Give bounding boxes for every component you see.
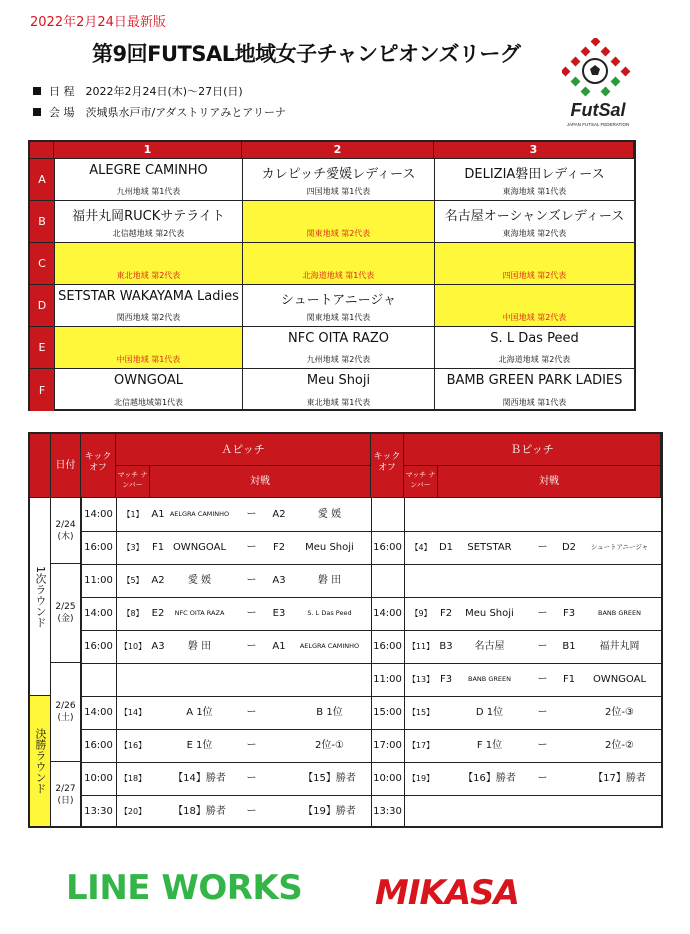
group-cell bbox=[242, 200, 434, 242]
team1-name: Meu Shoji bbox=[465, 608, 514, 619]
group-cell bbox=[54, 368, 242, 411]
kickoff-time: 10:00 bbox=[84, 773, 113, 784]
kickoff-time: 16:00 bbox=[84, 641, 113, 652]
match-number: 【8】 bbox=[122, 609, 144, 618]
team-region: 北海道地域 第1代表 bbox=[302, 271, 375, 280]
team2-name: 2位-③ bbox=[605, 707, 634, 718]
vs-dash: ー bbox=[537, 542, 548, 553]
group-cell bbox=[434, 326, 634, 368]
team1-group: F1 bbox=[151, 542, 165, 553]
b-matchno-header: マッチ ナンバー bbox=[404, 466, 438, 498]
team-region: 九州地域 第2代表 bbox=[306, 355, 371, 364]
team-name: SETSTAR WAKAYAMA Ladies bbox=[58, 289, 239, 304]
vs-dash: ー bbox=[537, 674, 548, 685]
team-region: 東海地域 第2代表 bbox=[502, 229, 567, 238]
match-number: 【13】 bbox=[407, 675, 435, 684]
futsal-diamond-icon bbox=[562, 38, 634, 132]
team-name: Meu Shoji bbox=[306, 373, 371, 388]
team2-name: 福井丸岡 bbox=[599, 641, 640, 652]
team1-group: B3 bbox=[439, 641, 453, 652]
team2-name: AELGRA CAMINHO bbox=[299, 642, 360, 650]
vs-dash: ー bbox=[246, 641, 257, 652]
match-number: 【10】 bbox=[119, 642, 147, 651]
page-title: 第9回FUTSAL地域女子チャンピオンズリーグ bbox=[92, 42, 521, 66]
match-number: 【17】 bbox=[407, 741, 435, 750]
team2-group: F3 bbox=[562, 608, 576, 619]
kickoff-time: 16:00 bbox=[84, 542, 113, 553]
team2-group: F2 bbox=[272, 542, 286, 553]
schedule-info bbox=[33, 83, 243, 99]
match-number: 【18】 bbox=[119, 774, 147, 783]
team-region: 関西地域 第1代表 bbox=[502, 398, 567, 407]
group-cell bbox=[242, 326, 434, 368]
team1-name: E 1位 bbox=[186, 740, 213, 751]
group-row-label: F bbox=[30, 368, 54, 411]
team1-group: F2 bbox=[439, 608, 453, 619]
vs-dash: ー bbox=[246, 608, 257, 619]
team-region: 九州地域 第1代表 bbox=[116, 187, 181, 196]
team2-name: B 1位 bbox=[316, 707, 343, 718]
team2-group: E3 bbox=[272, 608, 286, 619]
team1-name: NFC OITA RAZA bbox=[174, 609, 225, 617]
date-cell: 2/26 (土) bbox=[51, 663, 81, 762]
b-vs-header: 対戦 bbox=[438, 466, 661, 498]
team-region: 北海道地域 第2代表 bbox=[498, 355, 571, 364]
kickoff-time: 14:00 bbox=[84, 509, 113, 520]
team-name: 名古屋オーシャンズレディース bbox=[444, 209, 625, 224]
team-name: シュートアニージャ bbox=[280, 293, 397, 308]
team-name: BAMB GREEN PARK LADIES bbox=[446, 373, 623, 388]
team-region: 関東地域 第1代表 bbox=[306, 313, 371, 322]
team-region: 関西地域 第2代表 bbox=[116, 313, 181, 322]
kickoff-time: 17:00 bbox=[373, 740, 402, 751]
team-region: 東北地域 第2代表 bbox=[116, 271, 181, 280]
vs-dash: ー bbox=[537, 740, 548, 751]
date-cell: 2/24 (木) bbox=[51, 498, 81, 564]
team2-name: OWNGOAL bbox=[592, 674, 647, 685]
group-cell bbox=[54, 242, 242, 284]
team1-name: F 1位 bbox=[476, 740, 503, 751]
team2-group: A1 bbox=[272, 641, 286, 652]
team1-group: A2 bbox=[151, 575, 165, 586]
match-number: 【3】 bbox=[122, 543, 144, 552]
team2-name: BANB GREEN bbox=[598, 609, 641, 617]
group-cell bbox=[434, 242, 634, 284]
team-name: DELIZIA磐田レディース bbox=[464, 167, 605, 182]
futsal-logo bbox=[562, 38, 634, 132]
team2-name: 【15】勝者 bbox=[303, 773, 356, 784]
group-column-header: 3 bbox=[434, 142, 634, 158]
match-number: 【14】 bbox=[119, 708, 147, 717]
match-number bbox=[404, 795, 438, 828]
team-region: 関東地域 第2代表 bbox=[306, 229, 371, 238]
group-cell bbox=[242, 158, 434, 200]
match-number: 【4】 bbox=[410, 543, 432, 552]
team-name: ALEGRE CAMINHO bbox=[89, 163, 208, 178]
team1-group: A3 bbox=[151, 641, 165, 652]
team2-name: 【19】勝者 bbox=[303, 806, 356, 817]
group-cell bbox=[54, 158, 242, 200]
vs-dash: ー bbox=[537, 641, 548, 652]
match-number: 【5】 bbox=[122, 576, 144, 585]
group-table bbox=[28, 140, 636, 411]
team2-name: S. L Das Peed bbox=[307, 609, 352, 617]
team1-group: D1 bbox=[438, 542, 454, 553]
vs-dash: ー bbox=[537, 608, 548, 619]
group-row-label: A bbox=[30, 158, 54, 200]
team2-name bbox=[578, 795, 661, 828]
vs-dash: ー bbox=[246, 707, 257, 718]
group-cell bbox=[242, 284, 434, 326]
kickoff-time: 14:00 bbox=[84, 707, 113, 718]
team2-name: 【17】勝者 bbox=[593, 773, 646, 784]
team-region: 北信越地域第1代表 bbox=[113, 398, 184, 407]
group-row-label: D bbox=[30, 284, 54, 326]
team-region: 東海地域 第1代表 bbox=[502, 187, 567, 196]
date-cell: 2/27 (日) bbox=[51, 762, 81, 828]
team2-name: シュートアニージャ bbox=[590, 543, 649, 551]
kickoff-header: キック オフ bbox=[81, 434, 116, 498]
kickoff-time: 16:00 bbox=[373, 641, 402, 652]
group-corner bbox=[30, 142, 54, 158]
team1-group: A1 bbox=[151, 509, 165, 520]
team-region: 中国地域 第2代表 bbox=[502, 313, 567, 322]
date-cell: 2/25 (金) bbox=[51, 564, 81, 663]
a-matchno-header: マッチ ナンバー bbox=[116, 466, 150, 498]
match-number: 【11】 bbox=[407, 642, 435, 651]
team1-name: 【14】勝者 bbox=[173, 773, 226, 784]
group-row-label: C bbox=[30, 242, 54, 284]
group-cell bbox=[54, 284, 242, 326]
group-column-header: 2 bbox=[242, 142, 434, 158]
a-vs-header: 対戦 bbox=[150, 466, 371, 498]
square-bullet-icon bbox=[33, 108, 41, 116]
schedule-label: 日 程 bbox=[49, 85, 75, 98]
svg-text:FutSal: FutSal bbox=[570, 100, 626, 120]
line-works-logo: LINE WORKS bbox=[66, 868, 303, 908]
team1-name: OWNGOAL bbox=[172, 542, 227, 553]
team2-name: 2位-① bbox=[315, 740, 344, 751]
group-cell bbox=[434, 284, 634, 326]
team1-name: 【18】勝者 bbox=[173, 806, 226, 817]
final-round-label: 決勝ラウンド bbox=[30, 695, 51, 826]
svg-text:JAPAN FUTSAL FEDERATION: JAPAN FUTSAL FEDERATION bbox=[566, 122, 630, 127]
mikasa-logo: MIKASA bbox=[375, 873, 519, 913]
update-note: 2022年2月24日最新版 bbox=[30, 15, 166, 30]
group-cell bbox=[242, 368, 434, 411]
venue-info bbox=[33, 104, 286, 120]
group-cell bbox=[434, 200, 634, 242]
team-region: 四国地域 第2代表 bbox=[502, 271, 567, 280]
vs-dash: ー bbox=[246, 542, 257, 553]
team1-name: AELGRA CAMINHO bbox=[169, 510, 230, 518]
team-name: 福井丸岡RUCKサテライト bbox=[72, 209, 225, 224]
team1-name: BANB GREEN bbox=[468, 675, 511, 683]
group-cell bbox=[242, 242, 434, 284]
vs-dash bbox=[525, 795, 560, 828]
team1-name bbox=[454, 795, 525, 828]
team-region: 中国地域 第1代表 bbox=[116, 355, 181, 364]
team-region: 北信越地域 第2代表 bbox=[112, 229, 185, 238]
team1-name: 【16】勝者 bbox=[463, 773, 516, 784]
team1-name: 愛 媛 bbox=[187, 575, 212, 586]
match-number: 【9】 bbox=[410, 609, 432, 618]
kickoff-time: 16:00 bbox=[373, 542, 402, 553]
date-header: 日付 bbox=[51, 434, 81, 498]
round1-label: 1次ラウンド bbox=[30, 498, 51, 695]
team2-group: A2 bbox=[272, 509, 286, 520]
team2-name: 愛 媛 bbox=[317, 509, 342, 520]
team2-group: B1 bbox=[562, 641, 576, 652]
group-cell bbox=[434, 158, 634, 200]
vs-dash: ー bbox=[246, 575, 257, 586]
vs-dash: ー bbox=[246, 509, 257, 520]
corner-header bbox=[30, 434, 51, 498]
team-name: カレピッチ愛媛レディース bbox=[261, 167, 416, 182]
team-name: OWNGOAL bbox=[113, 373, 184, 388]
team1-group: E2 bbox=[151, 608, 165, 619]
schedule-table bbox=[28, 432, 663, 828]
team-name: S. L Das Peed bbox=[490, 331, 579, 346]
team2-name: Meu Shoji bbox=[305, 542, 354, 553]
match-number: 【15】 bbox=[407, 708, 435, 717]
match-number: 【1】 bbox=[122, 510, 144, 519]
team1-name: 名古屋 bbox=[474, 641, 505, 652]
team1-name: 磐 田 bbox=[187, 641, 212, 652]
team1-name: A 1位 bbox=[186, 707, 213, 718]
team2-group: A3 bbox=[272, 575, 286, 586]
match-number: 【20】 bbox=[119, 807, 147, 816]
b-pitch-header: Ｂピッチ bbox=[404, 434, 661, 466]
team2-group: F1 bbox=[562, 674, 576, 685]
b-kickoff-header: キック オフ bbox=[371, 434, 404, 498]
vs-dash: ー bbox=[246, 806, 257, 817]
vs-dash: ー bbox=[246, 773, 257, 784]
vs-dash: ー bbox=[537, 707, 548, 718]
group-row-label: E bbox=[30, 326, 54, 368]
a-pitch-header: Ａピッチ bbox=[116, 434, 371, 466]
team2-name: 2位-② bbox=[605, 740, 634, 751]
vs-dash: ー bbox=[537, 773, 548, 784]
kickoff-time: 13:30 bbox=[84, 806, 113, 817]
team2-name: 磐 田 bbox=[317, 575, 342, 586]
team1-group: F3 bbox=[439, 674, 453, 685]
team-region: 東北地域 第1代表 bbox=[306, 398, 371, 407]
team1-name: D 1位 bbox=[475, 707, 504, 718]
kickoff-time: 15:00 bbox=[373, 707, 402, 718]
group-cell bbox=[54, 326, 242, 368]
team-region: 四国地域 第1代表 bbox=[306, 187, 371, 196]
team2-group: D2 bbox=[561, 542, 577, 553]
kickoff-time: 10:00 bbox=[373, 773, 402, 784]
group-cell bbox=[54, 200, 242, 242]
kickoff-time: 14:00 bbox=[373, 608, 402, 619]
square-bullet-icon bbox=[33, 87, 41, 95]
kickoff-time: 11:00 bbox=[84, 575, 113, 586]
vs-dash: ー bbox=[246, 740, 257, 751]
match-number: 【19】 bbox=[407, 774, 435, 783]
venue-value: 茨城県水戸市/アダストリアみとアリーナ bbox=[85, 106, 286, 119]
schedule-value: 2022年2月24日(木)〜27日(日) bbox=[85, 85, 243, 98]
kickoff-time: 11:00 bbox=[373, 674, 402, 685]
venue-label: 会 場 bbox=[49, 106, 75, 119]
group-row-label: B bbox=[30, 200, 54, 242]
kickoff-time: 16:00 bbox=[84, 740, 113, 751]
kickoff-time: 13:30 bbox=[373, 806, 402, 817]
match-number: 【16】 bbox=[119, 741, 147, 750]
kickoff-time: 14:00 bbox=[84, 608, 113, 619]
group-cell bbox=[434, 368, 634, 411]
group-column-header: 1 bbox=[54, 142, 242, 158]
team-name: NFC OITA RAZO bbox=[288, 331, 389, 346]
team1-name: SETSTAR bbox=[467, 542, 512, 553]
